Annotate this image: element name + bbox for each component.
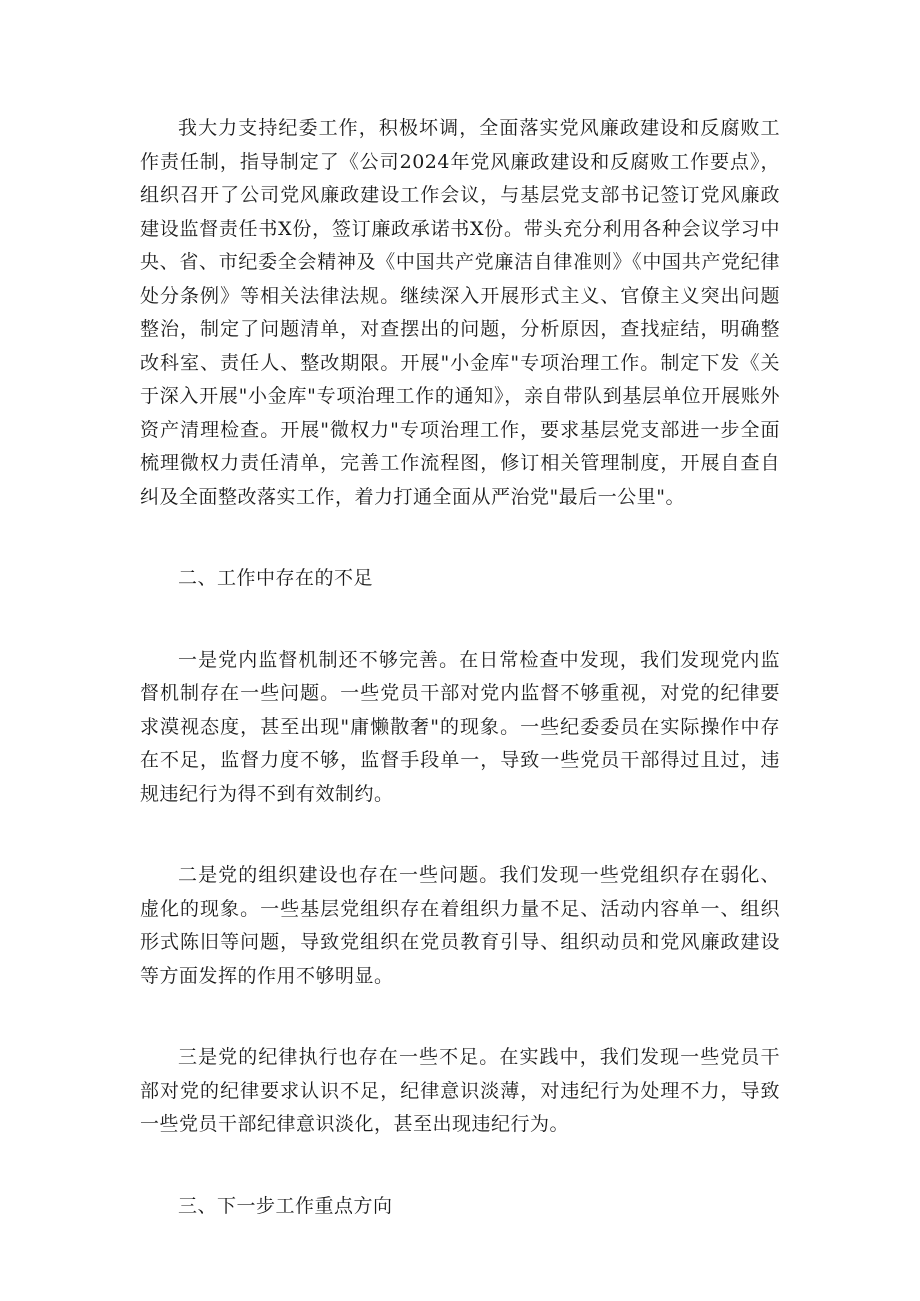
section-heading-next-steps: 三、下一步工作重点方向 xyxy=(178,1194,393,1217)
paragraph-gap xyxy=(140,596,780,644)
paragraph-gap xyxy=(140,811,780,859)
paragraph-supervision-mechanism: 一是党内监督机制还不够完善。在日常检查中发现，我们发现党内监督机制存在一些问题。一些党员干部对党内监督不够重视，对党的纪律要求漠视态度，甚至出现"庸懒散奢"的现象。一些纪委委员在实际操作中存在不足，监督力度不够，监督手段单一，导致一些党员干部得过且过，违规违纪行为得不到有效制约。 xyxy=(140,648,780,805)
paragraph-organization-building: 二是党的组织建设也存在一些问题。我们发现一些党组织存在弱化、虚化的现象。一些基层党组织存在着组织力量不足、活动内容单一、组织形式陈旧等问题，导致党组织在党员教育引导、组织动员和党风廉政建设等方面发挥的作用不够明显。 xyxy=(140,864,780,987)
paragraph-gap xyxy=(140,1142,780,1190)
document-body xyxy=(140,112,780,1223)
paragraph-gap xyxy=(140,514,780,562)
paragraph-discipline-enforcement: 三是党的纪律执行也存在一些不足。在实践中，我们发现一些党员干部对党的纪律要求认识不足，纪律意识淡薄，对违纪行为处理不力，导致一些党员干部纪律意识淡化，甚至出现违纪行为。 xyxy=(140,1046,780,1135)
paragraph-gap xyxy=(140,993,780,1041)
paragraph-leadership-work: 我大力支持纪委工作，积极坏调，全面落实党风廉政建设和反腐败工作责任制，指导制定了《公司2024年党风廉政建设和反腐败工作要点》，组织召开了公司党风廉政建设工作会议，与基层党支部书记签订党风廉政建设监督责任书X份，签订廉政承诺书X份。带头充分利用各种会议学习中央、省、市纪委全会精神及《中国共产党廉洁自律准则》《中国共产党纪律处分条例》等相关法律法规。继续深入开展形式主义、官僚主义突出问题整治，制定了问题清单，对查摆出的问题，分析原因，查找症结，明确整改科室、责任人、整改期限。开展"小金库"专项治理工作。制定下发《关于深入开展"小金库"专项治理工作的通知》，亲自带队到基层单位开展账外资产清理检查。开展"微权力"专项治理工作，要求基层党支部进一步全面梳理微权力责任清单，完善工作流程图，修订相关管理制度，开展自查自纠及全面整改落实工作，着力打通全面从严治党"最后一公里"。 xyxy=(140,117,780,508)
section-heading-shortcomings: 二、工作中存在的不足 xyxy=(178,567,374,589)
